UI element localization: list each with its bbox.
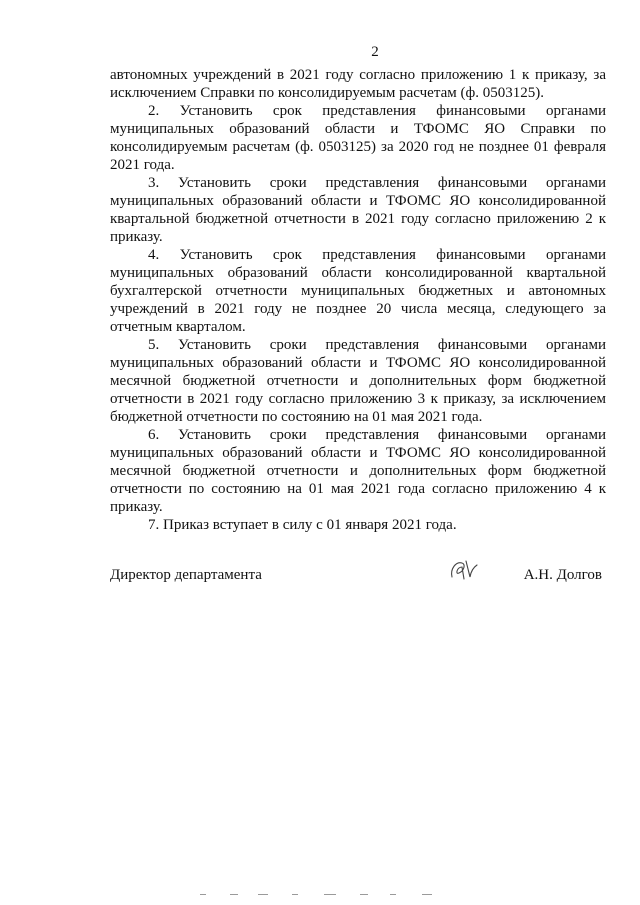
paragraph-item-3: 3. Установить сроки представления финансовыми органами муниципальных образований области и ТФОМС ЯО консолидированной квартальной бюджетной отчетности в 2021 году согласно приложению 2 к приказу. bbox=[110, 175, 606, 245]
order-body bbox=[110, 66, 606, 534]
signature-block bbox=[110, 567, 606, 591]
scan-artifacts bbox=[200, 892, 500, 898]
paragraph-item-2: 2. Установить срок представления финансовыми органами муниципальных образований области и ТФОМС ЯО Справки по консолидируемым расчетам (ф. 0503125) за 2020 год не позднее 01 февраля 2021 года. bbox=[110, 103, 606, 173]
page-number: 2 bbox=[371, 44, 379, 60]
paragraph-item-7: 7. Приказ вступает в силу с 01 января 2021 года. bbox=[148, 517, 457, 533]
signatory-name: А.Н. Долгов bbox=[523, 567, 602, 583]
paragraph-item-4: 4. Установить срок представления финансовыми органами муниципальных образований области консолидированной квартальной бухгалтерской отчетности муниципальных бюджетных и автономных учреждений в 2021 году не позднее 20 числа месяца, следующего за отчетным кварталом. bbox=[110, 247, 606, 335]
handwritten-signature bbox=[446, 555, 480, 585]
paragraph-continuation: автономных учреждений в 2021 году согласно приложению 1 к приказу, за исключением Справки по консолидируемым расчетам (ф. 0503125). bbox=[110, 67, 606, 101]
paragraph-item-6: 6. Установить сроки представления финансовыми органами муниципальных образований области и ТФОМС ЯО консолидированной месячной бюджетной отчетности и дополнительных форм бюджетной отчетности по состоянию на 01 мая 2021 года согласно приложению 4 к приказу. bbox=[110, 427, 606, 515]
paragraph-item-5: 5. Установить сроки представления финансовыми органами муниципальных образований области и ТФОМС ЯО консолидированной месячной бюджетной отчетности и дополнительных форм бюджетной отчетности в 2021 году согласно приложению 3 к приказу, за исключением бюджетной отчетности по состоянию на 01 мая 2021 года. bbox=[110, 337, 606, 425]
signatory-title: Директор департамента bbox=[110, 567, 262, 583]
